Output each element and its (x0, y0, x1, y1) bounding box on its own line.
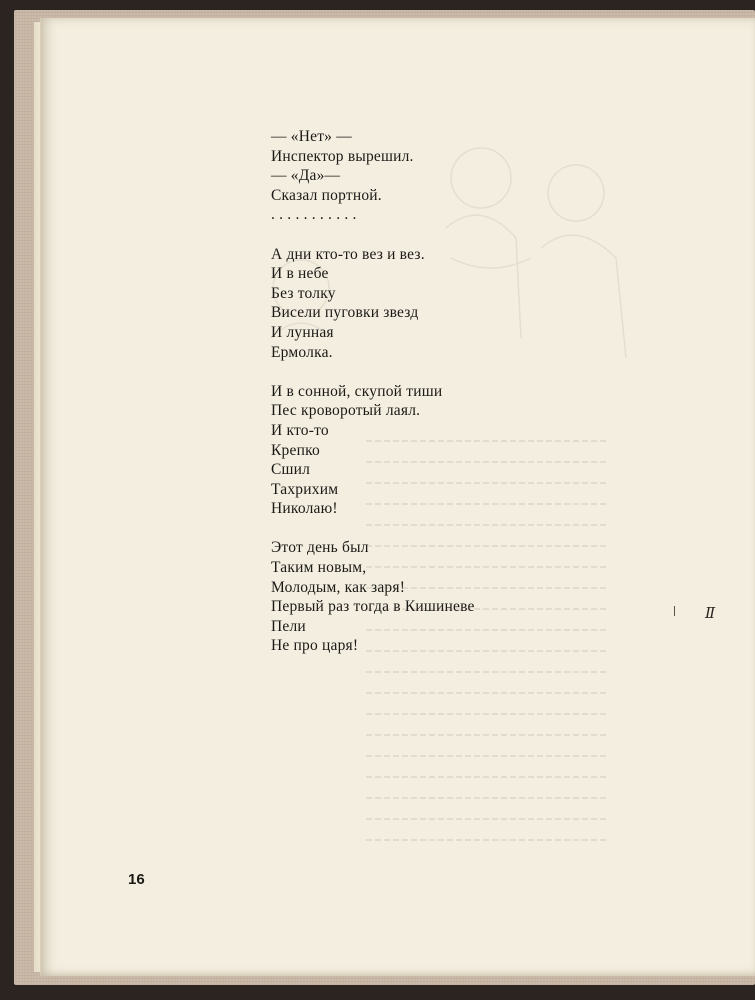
poem-line: Пели (271, 617, 306, 635)
poem-line: Не про царя! (271, 637, 359, 655)
poem-line: И в сонной, скупой тиши (271, 382, 443, 400)
poem-line: — «Нет» — (271, 128, 352, 145)
poem-line: Ермолка. (271, 343, 333, 361)
poem-text (271, 127, 475, 656)
poem-line: Тахрихим (271, 480, 339, 498)
poem-line: — «Да»— (271, 167, 341, 185)
poem-line: И в небе (271, 265, 329, 283)
poem-line: Первый раз тогда в Кишиневе (271, 598, 475, 616)
poem-line: Сшил (271, 461, 311, 479)
margin-tick (674, 606, 675, 616)
stanza-break (271, 225, 475, 245)
poem-line: И кто-то (271, 421, 329, 439)
poem-line: Сказал портной. (271, 186, 382, 204)
margin-mark: Ⅱ (705, 606, 716, 622)
poem-line: Крепко (271, 441, 320, 459)
stanza-break (271, 362, 475, 382)
poem-line: . . . . . . . . . . . (271, 206, 357, 224)
poem-line: А дни кто-то вез и вез. (271, 245, 425, 263)
page-number: 16 (128, 871, 145, 888)
poem-line: Николаю! (271, 500, 338, 518)
poem-line: Этот день был (271, 539, 369, 557)
poem-line: И лунная (271, 323, 334, 341)
stanza-break (271, 519, 475, 539)
poem-line: Без толку (271, 284, 336, 302)
poem-line: Висели пуговки звезд (271, 304, 419, 322)
poem-line: Инспектор вырешил. (271, 147, 414, 165)
poem-line: Молодым, как заря! (271, 578, 406, 596)
poem-line: Пес кроворотый лаял. (271, 402, 421, 420)
poem-line: Таким новым, (271, 559, 367, 577)
